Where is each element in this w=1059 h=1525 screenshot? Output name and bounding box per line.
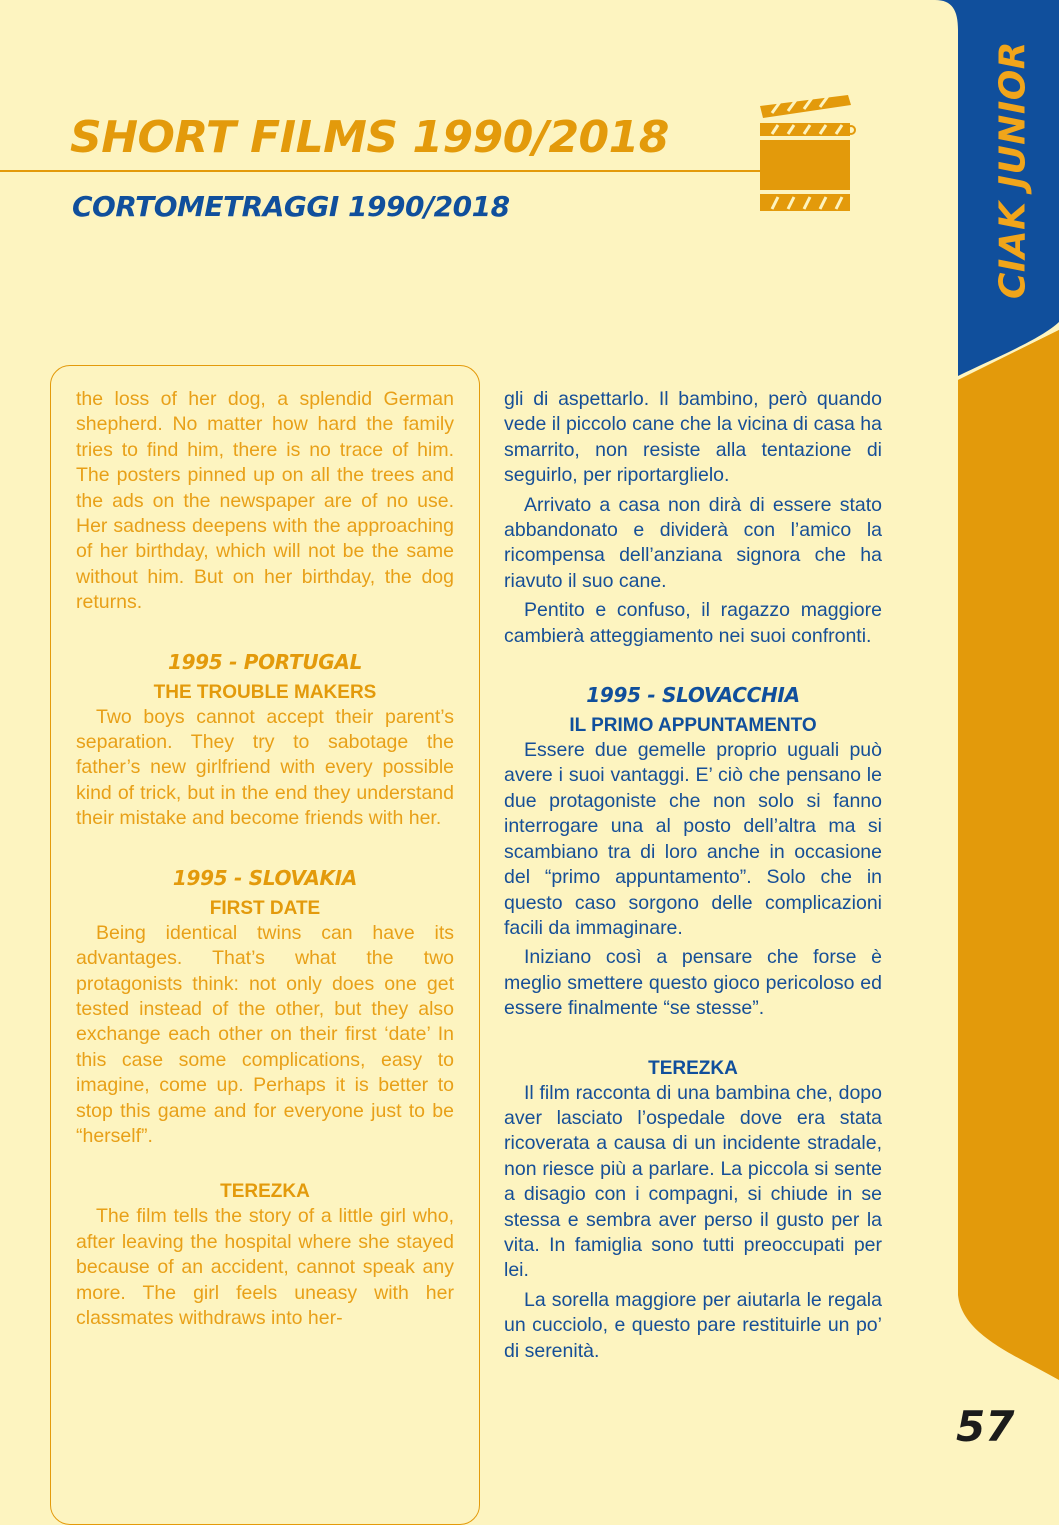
film-title: TEREZKA bbox=[648, 1057, 738, 1079]
film-title: TEREZKA bbox=[220, 1181, 310, 1203]
film-title: FIRST DATE bbox=[209, 897, 321, 919]
page-subtitle: CORTOMETRAGGI 1990/2018 bbox=[72, 190, 510, 223]
film-synopsis: Being identical twins can have its advantages. That’s what the two protagonists think: not only does one get tested instead of the other, but they also exchange each other on their first ‘date’ In this case some complications, easy to imagine, come up. Perhaps it is better to stop this game and for everyone just to be “herself”. bbox=[76, 921, 454, 1147]
title-divider bbox=[0, 170, 760, 172]
clapperboard-icon bbox=[758, 93, 858, 213]
italian-intro-paragraph: gli di aspettarlo. Il bambino, però quando vede il piccolo cane che la vicina di casa ha smarrito, non resiste alla tentazione di seguirlo, per riportarglielo. bbox=[504, 388, 882, 487]
english-column bbox=[76, 387, 454, 1331]
film-title: IL PRIMO APPUNTAMENTO bbox=[569, 715, 817, 737]
film-synopsis: Essere due gemelle proprio uguali può avere i suoi vantaggi. E’ ciò che pensano le due protagoniste che non solo si fanno interrogare una al posto dell’altra ma si scambiano tra di loro anche in occasione del “primo appuntamento”. Solo che in questo caso sorgono delle complicazioni facili da immaginare. bbox=[504, 739, 882, 939]
film-synopsis: La sorella maggiore per aiutarla le regala un cucciolo, e questo pare restituirle un po’ di serenità. bbox=[504, 1288, 882, 1362]
italian-column bbox=[504, 387, 882, 1364]
italian-intro-paragraph: Arrivato a casa non dirà di essere stato abbandonato e dividerà con l’amico la ricompensa dell’anziana signora che ha riavuto il suo cane. bbox=[504, 493, 882, 592]
entry-year: 1995 - SLOVACCHIA bbox=[586, 683, 800, 708]
italian-intro-paragraph: Pentito e confuso, il ragazzo maggiore cambierà atteggiamento nei suoi confronti. bbox=[504, 599, 882, 647]
blue-tab-top-curve bbox=[935, 0, 958, 30]
page-title: SHORT FILMS 1990/2018 bbox=[70, 112, 669, 163]
entry-year: 1995 - PORTUGAL bbox=[167, 649, 363, 674]
entry-year: 1995 - SLOVAKIA bbox=[172, 865, 358, 890]
orange-band-fill bbox=[958, 330, 1059, 1380]
film-synopsis: Iniziano così a pensare che forse è meglio smettere questo gioco pericoloso ed essere finalmente “se stesse”. bbox=[504, 946, 882, 1020]
film-title: THE TROUBLE MAKERS bbox=[153, 681, 377, 703]
film-synopsis: The film tells the story of a little girl who, after leaving the hospital where she stayed because of an accident, cannot speak any more. The girl feels uneasy with her classmates withdraws into her- bbox=[76, 1205, 454, 1329]
film-synopsis: Il film racconta di una bambina che, dopo aver lasciato l’ospedale dove era stata ricoverata a causa di un incidente stradale, non riesce più a parlare. La piccola si sente a disagio con i compagni, si chiude in se stessa e sembra aver perso il gusto per la vita. In famiglia sono tutti preoccupati per lei. bbox=[504, 1081, 882, 1282]
page-number: 57 bbox=[956, 1402, 1015, 1451]
film-synopsis: Two boys cannot accept their parent’s separation. They try to sabotage the father’s new girlfriend with every possible kind of trick, but in the end they understand their mistake and become friends with her. bbox=[76, 705, 454, 830]
english-intro: the loss of her dog, a splendid German shepherd. No matter how hard the family tries to find him, there is no trace of him. The posters pinned up on all the trees and the ads on the newspaper are of no use. Her sadness deepens with the approaching of her birthday, which will not be the same without him. But on her birthday, the dog returns. bbox=[76, 388, 454, 614]
section-tab-label: CIAK JUNIOR bbox=[992, 40, 1034, 300]
